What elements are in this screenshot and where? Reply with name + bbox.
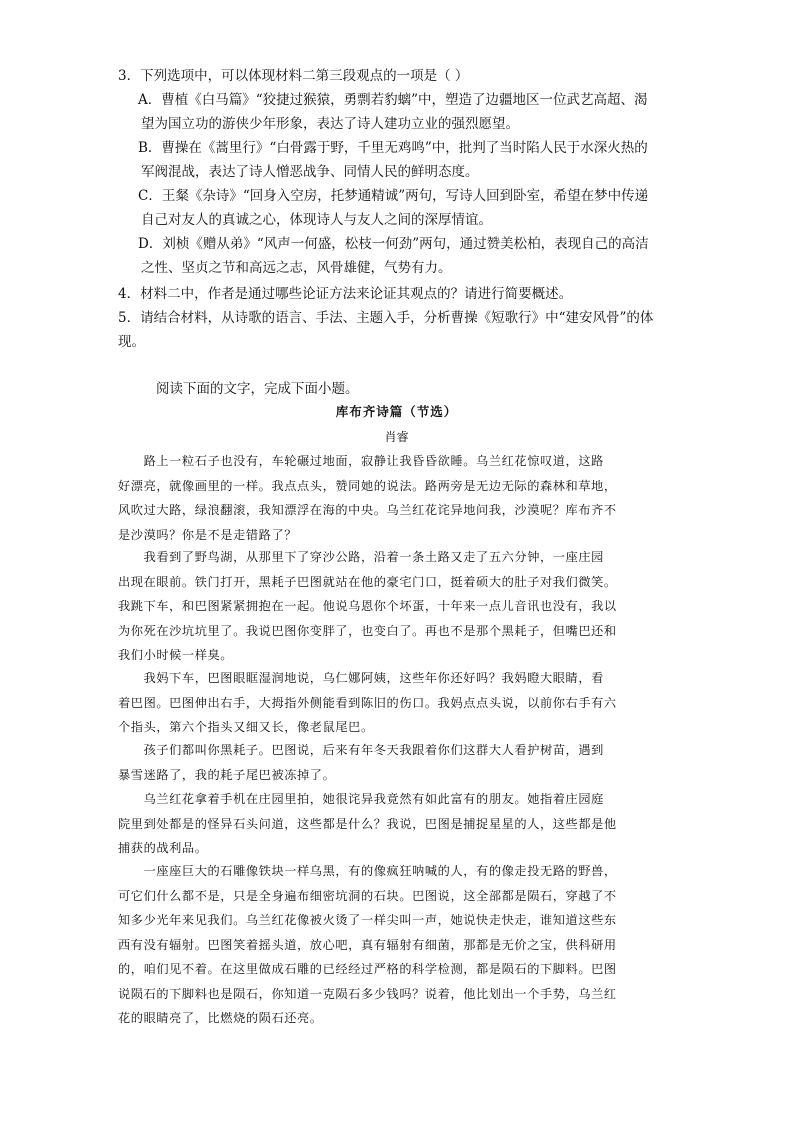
paragraph-line: 出现在眼前。铁门打开，黑耗子巴图就站在他的豪宅门口，挺着硕大的肚子对我们微笑。 <box>118 574 617 589</box>
question-4-text: 4．材料二中，作者是通过哪些论证方法来论证其观点的？请进行简要概述。 <box>118 286 573 302</box>
paragraph-line: 的，咱们见不着。在这里做成石雕的已经经过严格的科学检测，都是陨石的下脚料。巴图 <box>118 962 617 976</box>
paragraph-line: 花的眼睛亮了，比燃烧的陨石还亮。 <box>118 1011 323 1025</box>
question-5 <box>118 306 678 354</box>
passage-paragraph-6 <box>118 859 678 1031</box>
passage-author: 肖睿 <box>384 430 409 444</box>
paragraph-line: 好漂亮，就像画里的一样。我点点头，赞同她的说法。路两旁是无边无际的森林和草地， <box>118 478 617 493</box>
paragraph-line: 为你死在沙坑坑里了。我说巴图你变胖了，也变白了。再也不是那个黑耗子，但嘴巴还和 <box>118 623 617 638</box>
question-5-line-2: 现。 <box>118 334 145 350</box>
option-d <box>138 232 678 280</box>
paragraph-line: 我们小时候一样臭。 <box>118 648 234 662</box>
passage-paragraph-2 <box>118 545 678 668</box>
paragraph-line: 我看到了野鸟湖，从那里下了穿沙公路，沿着一条土路又走了五六分钟，一座庄园 <box>118 550 604 564</box>
paragraph-line: 个指头，第六个指头又细又长，像老鼠尾巴。 <box>118 720 374 734</box>
question-4 <box>118 282 678 306</box>
paragraph-line: 我妈下车，巴图眼眶湿润地说，乌仁娜阿姨，这些年你还好吗？我妈瞪大眼睛，看 <box>118 671 604 685</box>
paragraph-line: 西有没有辐射。巴图笑着摇头道，放心吧，真有辐射有细菌，那都是无价之宝，供科研用 <box>118 937 617 952</box>
paragraph-line: 捕获的战利品。 <box>118 841 208 855</box>
paragraph-line: 路上一粒石子也没有，车轮碾过地面，寂静让我昏昏欲睡。乌兰红花惊叹道，这路 <box>118 454 604 468</box>
passage-paragraph-1 <box>118 449 678 547</box>
paragraph-line: 孩子们都叫你黑耗子。巴图说，后来有年冬天我跟着你们这群大人看护树苗，遇到 <box>118 743 604 757</box>
paragraph-line: 知多少光年来见我们。乌兰红花像被火烫了一样尖叫一声，她说快走快走，谁知道这些东 <box>118 913 617 927</box>
paragraph-line: 风吹过大路，绿浪翻滚，我知漂浮在海的中央。乌兰红花诧异地问我，沙漠呢？库布齐不 <box>118 503 617 517</box>
paragraph-line: 是沙漠吗？你是不是走错路了？ <box>118 527 298 542</box>
paragraph-line: 着巴图。巴图伸出右手，大拇指外侧能看到陈旧的伤口。我妈点点头说，以前你右手有六 <box>118 695 617 710</box>
paragraph-line: 院里到处都是的怪异石头问道，这些都是什么？我说，巴图是捕捉星星的人，这些都是他 <box>118 816 617 831</box>
option-a-line-1: A．曹植《白马篇》“狡捷过猴猿，勇剽若豹螭”中，塑造了边疆地区一位武艺高超、渴 <box>138 92 648 108</box>
paragraph-line: 一座座巨大的石雕像铁块一样乌黑，有的像疯狂呐喊的人，有的像走投无路的野兽， <box>118 864 617 878</box>
passage-paragraph-4 <box>118 738 678 787</box>
paragraph-line: 暴雪迷路了，我的耗子尾巴被冻掉了。 <box>118 767 336 782</box>
option-c-line-1: C．王粲《杂诗》“回身入空房，托梦通精诚”两句，写诗人回到卧室，希望在梦中传递 <box>138 188 649 204</box>
option-b-line-1: B．曹操在《蒿里行》“白骨露于野，千里无鸡鸣”中，批判了当时陷人民于水深火热的 <box>138 140 648 156</box>
option-d-line-2: 之性、坚贞之节和高远之志，风骨雄健，气势有力。 <box>141 260 452 276</box>
option-c <box>138 184 678 232</box>
passage-title: 库布齐诗篇（节选） <box>335 404 458 419</box>
question-3-text: 3．下列选项中，可以体现材料二第三段观点的一项是（ ） <box>118 68 469 84</box>
option-a-line-2: 望为国立功的游侠少年形象，表达了诗人建功立业的强烈愿望。 <box>141 116 519 132</box>
question-3-stem <box>118 64 678 88</box>
paragraph-line: 我跳下车，和巴图紧紧拥抱在一起。他说乌恩你个坏蛋，十年来一点儿音讯也没有，我以 <box>118 599 617 613</box>
question-5-line-1: 5．请结合材料，从诗歌的语言、手法、主题入手，分析曹操《短歌行》中“建安风骨”的体 <box>118 310 654 326</box>
passage-paragraph-3 <box>118 666 678 740</box>
option-c-line-2: 自己对友人的真诚之心，体现诗人与友人之间的深厚情谊。 <box>141 212 492 228</box>
option-b <box>138 136 678 184</box>
passage-paragraph-5 <box>118 787 678 861</box>
option-a <box>138 88 678 136</box>
reading-instruction: 阅读下面的文字，完成下面小题。 <box>156 381 359 397</box>
paragraph-line: 可它们什么都不是，只是全身遍布细密坑洞的石块。巴图说，这全部都是陨石，穿越了不 <box>118 888 617 903</box>
option-b-line-2: 军阀混战，表达了诗人憎恶战争、同情人民的鲜明态度。 <box>141 164 479 180</box>
option-d-line-1: D．刘桢《赠从弟》“风声一何盛，松枝一何劲”两句，通过赞美松柏，表现自己的高洁 <box>138 236 649 252</box>
paragraph-line: 说陨石的下脚料也是陨石，你知道一克陨石多少钱吗？说着，他比划出一个手势，乌兰红 <box>118 986 617 1001</box>
paragraph-line: 乌兰红花拿着手机在庄园里拍，她很诧异我竟然有如此富有的朋友。她指着庄园庭 <box>118 792 604 806</box>
